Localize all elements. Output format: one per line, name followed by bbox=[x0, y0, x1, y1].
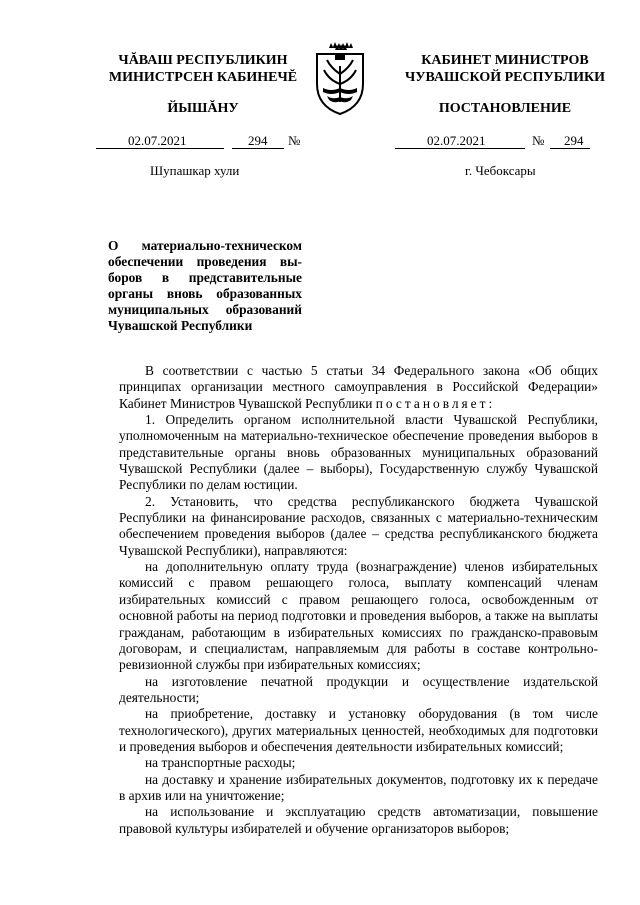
header-left-line1: ЧĂВАШ РЕСПУБЛИКИН bbox=[118, 53, 288, 68]
title-line: боров в представительные bbox=[108, 270, 302, 285]
right-place: г. Чебоксары bbox=[465, 163, 536, 178]
right-number: 294 bbox=[564, 133, 584, 148]
left-number: 294 bbox=[248, 133, 268, 148]
title-line: органы вновь образованных bbox=[108, 286, 302, 301]
left-place: Шупашкар хули bbox=[150, 163, 240, 178]
list-item: на изготовление печатной продукции и осуществление издательской деятельности; bbox=[119, 673, 598, 705]
intro-text: В соответствии с частью 5 статьи 34 Федерального закона «Об общих принципах организации местного самоуправления в Российской Федерации» Кабинет Министров Чувашской Республики bbox=[119, 363, 598, 411]
header-right-doc-type: ПОСТАНОВЛЕНИЕ bbox=[438, 101, 572, 116]
left-number-sign: № bbox=[288, 133, 301, 148]
title-line: обеспечении проведения вы- bbox=[108, 254, 302, 269]
right-date: 02.07.2021 bbox=[427, 133, 486, 148]
decree-word: постановляет: bbox=[375, 395, 496, 411]
header-right-org bbox=[385, 52, 625, 86]
header-left-doc-type: ЙЫШĂНУ bbox=[167, 101, 239, 116]
header-left-org bbox=[98, 52, 308, 86]
right-date-underline bbox=[395, 148, 525, 149]
title-line: муниципальных образований bbox=[108, 302, 302, 317]
left-date-underline bbox=[96, 148, 224, 149]
intro-paragraph bbox=[119, 363, 598, 412]
paragraph-2: 2. Установить, что средства республиканского бюджета Чувашской Республики на финансирование расходов, связанных с материально-техническим обеспечением проведения выборов (далее – средства республиканского бюджета Чувашской Республики), направляются: bbox=[119, 493, 598, 558]
title-line: О материально-техническом bbox=[108, 238, 302, 253]
emblem-icon bbox=[305, 40, 375, 118]
right-number-underline bbox=[550, 148, 590, 149]
document-title bbox=[108, 238, 302, 334]
list-item: на приобретение, доставку и установку оборудования (в том числе технологического), других материальных ценностей, необходимых для подготовки и проведения выборов и обеспечения деятельности избирательных комиссий; bbox=[119, 706, 598, 754]
title-line: Чувашской Республики bbox=[108, 318, 253, 333]
list-item: на использование и эксплуатацию средств автоматизации, повышение правовой культуры избирателей и обучение организаторов выборов; bbox=[119, 804, 598, 836]
right-number-sign: № bbox=[532, 133, 545, 148]
left-number-underline bbox=[232, 148, 284, 149]
left-date: 02.07.2021 bbox=[128, 133, 187, 148]
paragraph-1: 1. Определить органом исполнительной власти Чувашской Республики, уполномоченным на материально-техническое обеспечение проведения выборов в представительные органы вновь образованных муниципальных образований Чувашской Республики (далее – выборы), Государственную службу Чувашской Республики по делам юстиции. bbox=[119, 412, 598, 493]
list-item: на доставку и хранение избирательных документов, подготовку их к передаче в архив или на уничтожение; bbox=[119, 771, 598, 803]
document-body bbox=[119, 363, 598, 837]
header-right-line2: ЧУВАШСКОЙ РЕСПУБЛИКИ bbox=[404, 70, 606, 85]
list-item: на транспортные расходы; bbox=[145, 755, 296, 771]
header-left-line2: МИНИСТРСЕН КАБИНЕЧĔ bbox=[108, 70, 298, 85]
list-item: на дополнительную оплату труда (вознаграждение) членов избирательных комиссий с правом решающего голоса, выплату компенсаций членам избирательных комиссий с правом решающего голоса, освобожденным от основной работы на период подготовки и проведения выборов, а также на выплаты гражданам, работающим в избирательных комиссиях по гражданско-правовым договорам, и специалистам, направляемым для работы в составе контрольно-ревизионной службы при избирательных комиссиях; bbox=[119, 559, 598, 673]
header-right-line1: КАБИНЕТ МИНИСТРОВ bbox=[421, 53, 589, 68]
